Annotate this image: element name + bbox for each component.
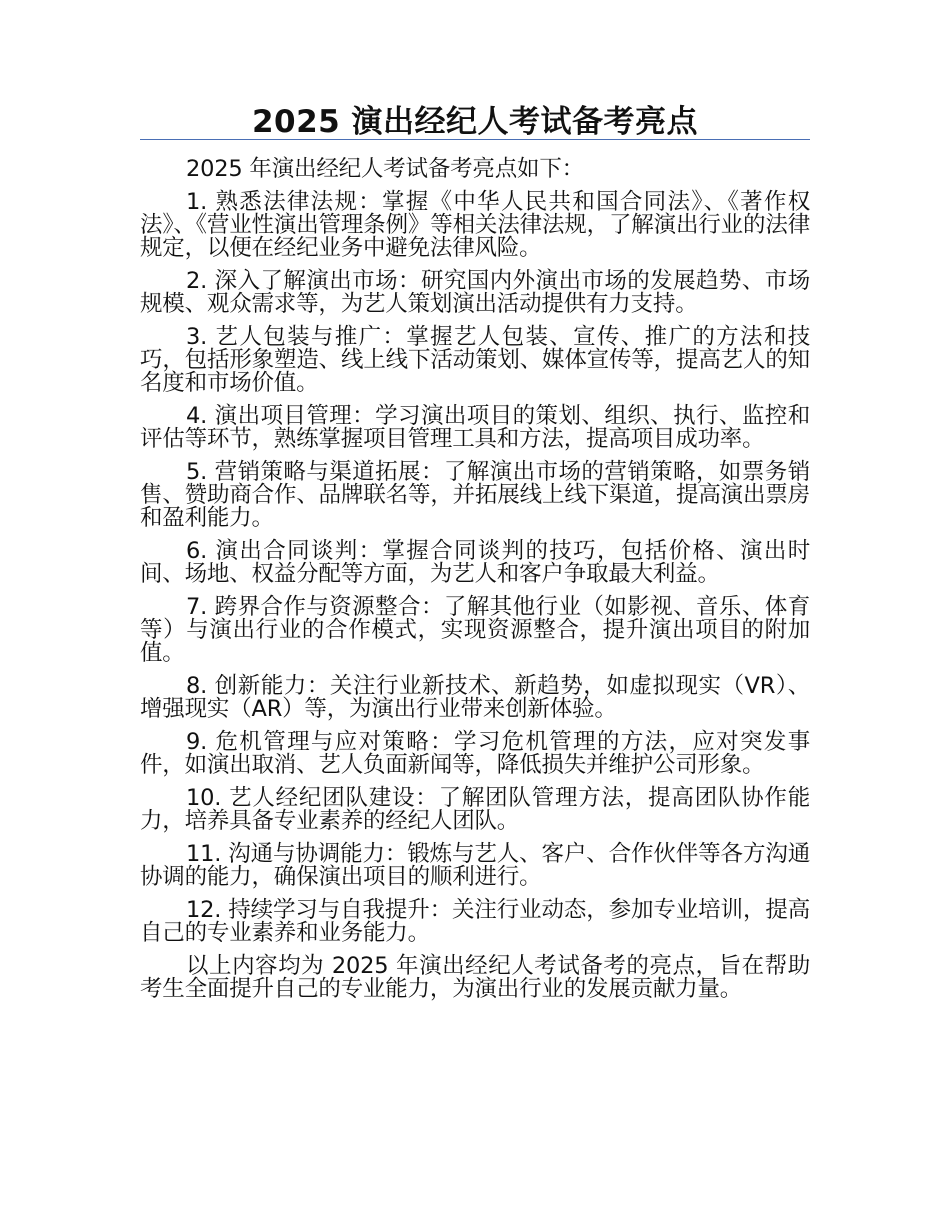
list-item-9: 9. 危机管理与应对策略：学习危机管理的方法，应对突发事件，如演出取消、艺人负面新闻等，降低损失并维护公司形象。 (140, 729, 810, 778)
list-item-4: 4. 演出项目管理：学习演出项目的策划、组织、执行、监控和评估等环节，熟练掌握项目管理工具和方法，提高项目成功率。 (140, 403, 810, 452)
conclusion-paragraph: 以上内容均为 2025 年演出经纪人考试备考的亮点，旨在帮助考生全面提升自己的专业能力，为演出行业的发展贡献力量。 (140, 953, 810, 1002)
title-underline (140, 139, 810, 140)
list-item-1: 1. 熟悉法律法规：掌握《中华人民共和国合同法》、《著作权法》、《营业性演出管理条例》等相关法律法规，了解演出行业的法律规定，以便在经纪业务中避免法律风险。 (140, 189, 810, 261)
list-item-6: 6. 演出合同谈判：掌握合同谈判的技巧，包括价格、演出时间、场地、权益分配等方面，为艺人和客户争取最大利益。 (140, 538, 810, 587)
list-item-7: 7. 跨界合作与资源整合：了解其他行业（如影视、音乐、体育等）与演出行业的合作模式，实现资源整合，提升演出项目的附加值。 (140, 594, 810, 666)
list-item-12: 12. 持续学习与自我提升：关注行业动态，参加专业培训，提高自己的专业素养和业务能力。 (140, 897, 810, 946)
list-item-5: 5. 营销策略与渠道拓展：了解演出市场的营销策略，如票务销售、赞助商合作、品牌联名等，并拓展线上线下渠道，提高演出票房和盈利能力。 (140, 459, 810, 531)
list-item-10: 10. 艺人经纪团队建设：了解团队管理方法，提高团队协作能力，培养具备专业素养的经纪人团队。 (140, 785, 810, 834)
list-item-11: 11. 沟通与协调能力：锻炼与艺人、客户、合作伙伴等各方沟通协调的能力，确保演出项目的顺利进行。 (140, 841, 810, 890)
list-item-8: 8. 创新能力：关注行业新技术、新趋势，如虚拟现实（VR）、增强现实（AR）等，为演出行业带来创新体验。 (140, 673, 810, 722)
list-item-3: 3. 艺人包装与推广：掌握艺人包装、宣传、推广的方法和技巧，包括形象塑造、线上线下活动策划、媒体宣传等，提高艺人的知名度和市场价值。 (140, 324, 810, 396)
intro-paragraph: 2025 年演出经纪人考试备考亮点如下： (186, 156, 584, 182)
document-title: 2025 演出经纪人考试备考亮点 (251, 104, 699, 140)
document-body (140, 158, 810, 1011)
list-item-2: 2. 深入了解演出市场：研究国内外演出市场的发展趋势、市场规模、观众需求等，为艺人策划演出活动提供有力支持。 (140, 268, 810, 317)
